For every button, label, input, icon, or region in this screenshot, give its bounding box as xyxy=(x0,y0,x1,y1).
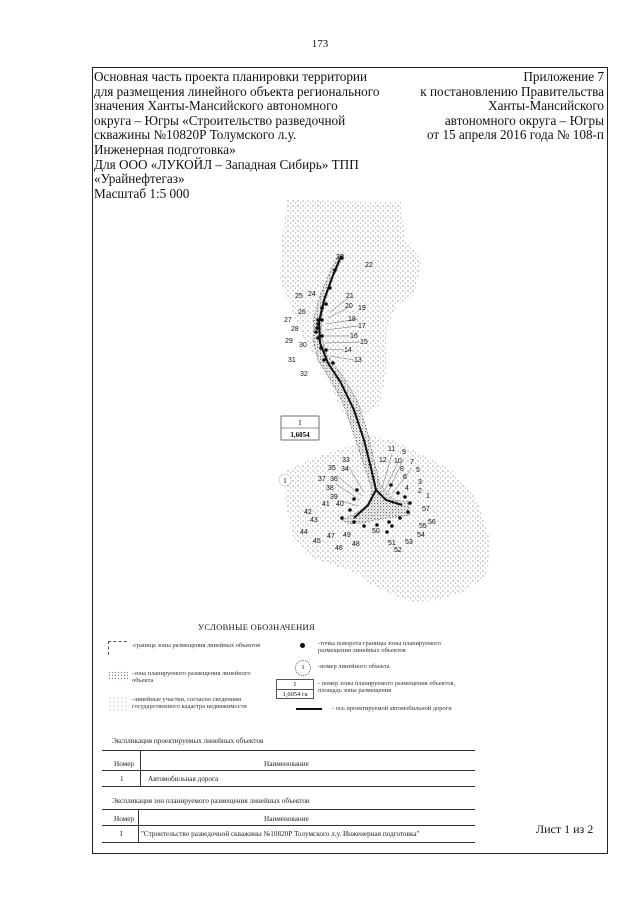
point-label-47: 47 xyxy=(327,533,335,540)
point-label-3: 3 xyxy=(418,479,422,486)
zone-id: I xyxy=(298,419,302,427)
site-plan-map xyxy=(92,200,608,620)
point-label-46: 46 xyxy=(335,545,343,552)
point-label-50: 50 xyxy=(372,528,380,535)
point-label-28: 28 xyxy=(291,326,299,333)
point-label-52: 52 xyxy=(394,547,402,554)
table1-header-rule xyxy=(102,770,475,771)
table2-header-rule xyxy=(102,825,475,826)
scale-line: Масштаб 1:5 000 xyxy=(94,185,190,201)
title-block-left xyxy=(94,70,399,201)
point-label-18: 18 xyxy=(348,316,356,323)
table2-row-number: I xyxy=(120,830,123,838)
title-line: Инженерная подготовка» xyxy=(94,141,236,157)
point-label-20: 20 xyxy=(345,303,353,310)
table1-top-rule xyxy=(102,750,475,751)
appendix-block-right xyxy=(396,70,604,143)
legend-zone-number-text: - номер зоны планируемого размещения объектов, площадь зоны размещения xyxy=(318,680,456,695)
legend-cadastre-text: -линейные участки, согласно сведениям государственного кадастра недвижимости xyxy=(132,696,247,711)
legend-cadastre-swatch xyxy=(108,696,128,712)
point-label-45: 45 xyxy=(313,538,321,545)
point-label-57: 57 xyxy=(422,506,430,513)
table2-column-divider xyxy=(138,809,139,842)
point-label-40: 40 xyxy=(336,501,344,508)
point-label-19: 19 xyxy=(358,305,366,312)
point-label-54: 54 xyxy=(417,532,425,539)
point-label-12: 12 xyxy=(379,457,387,464)
legend-zone-number-box xyxy=(276,679,314,699)
legend-boundary-text: -граница зоны размещения линейных объектов xyxy=(132,642,261,649)
table2-header-number: Номер xyxy=(114,815,134,823)
sheet-number: Лист 1 из 2 xyxy=(536,822,594,836)
point-label-27: 27 xyxy=(284,317,292,324)
point-label-30: 30 xyxy=(299,342,307,349)
point-label-34: 34 xyxy=(341,466,349,473)
point-label-21: 21 xyxy=(346,293,354,300)
point-label-5: 5 xyxy=(416,467,420,474)
point-label-17: 17 xyxy=(358,323,366,330)
zone-area: 1,6054 xyxy=(290,431,310,439)
point-label-22: 22 xyxy=(365,262,373,269)
point-label-53: 53 xyxy=(405,539,413,546)
point-label-11: 11 xyxy=(388,446,396,453)
legend-title: УСЛОВНЫЕ ОБОЗНАЧЕНИЯ xyxy=(198,622,315,632)
table1-header-name: Наименование xyxy=(264,760,309,768)
legend-axis-swatch xyxy=(296,708,322,710)
legend-turn-point-dot xyxy=(300,643,305,648)
point-label-41: 41 xyxy=(322,501,330,508)
table1-row-name: Автомобильная дорога xyxy=(148,775,219,783)
point-label-15: 15 xyxy=(360,339,368,346)
appendix-line: от 15 апреля 2016 года № 108-п xyxy=(426,127,604,143)
point-label-8: 8 xyxy=(400,466,404,473)
legend-turn-point-text: -точка поворота границы зоны планируемого размещения линейных объектов xyxy=(318,640,441,655)
point-label-39: 39 xyxy=(330,494,338,501)
point-label-4: 4 xyxy=(405,485,409,492)
legend-axis-text: - ось проектируемой автомобильной дороги xyxy=(332,705,452,712)
point-label-24: 24 xyxy=(308,291,316,298)
point-label-56: 56 xyxy=(428,519,436,526)
table1-row-number: 1 xyxy=(120,775,124,783)
point-label-7: 7 xyxy=(410,459,414,466)
table2-top-rule xyxy=(102,809,475,810)
appendix-line: к постановлению Правительства xyxy=(420,83,604,99)
table2-caption: Экспликация зон планируемого размещения линейных объектов xyxy=(112,797,310,805)
object-number-marker xyxy=(279,474,291,486)
point-label-35: 35 xyxy=(328,465,336,472)
point-label-26: 26 xyxy=(298,309,306,316)
legend-zone-text: -зона планируемого размещения линейного объекта xyxy=(132,670,251,685)
point-label-13: 13 xyxy=(354,357,362,364)
point-label-9: 9 xyxy=(402,449,406,456)
point-label-14: 14 xyxy=(344,347,352,354)
title-line: «Урайнефтегаз» xyxy=(94,171,185,187)
page-number: 173 xyxy=(311,38,329,50)
point-label-36: 36 xyxy=(330,476,338,483)
legend-zone-swatch xyxy=(108,671,128,681)
table1-header-number: Номер xyxy=(114,760,134,768)
point-label-6: 6 xyxy=(403,474,407,481)
legend-zone-number-top: I xyxy=(277,680,313,690)
point-label-44: 44 xyxy=(300,529,308,536)
point-label-38: 38 xyxy=(326,485,334,492)
title-line: округа – Югры «Строительство разведочной xyxy=(94,112,346,128)
title-line: Основная часть проекта планировки территории xyxy=(94,69,368,84)
title-line: Для ООО «ЛУКОЙЛ – Западная Сибирь» ТПП xyxy=(94,156,359,172)
point-label-49: 49 xyxy=(343,532,351,539)
point-label-31: 31 xyxy=(288,357,296,364)
title-line: для размещения линейного объекта регионального xyxy=(94,83,380,99)
object-number: 1 xyxy=(283,477,287,485)
legend-object-number-text: -номер линейного объекта xyxy=(318,663,390,670)
table2-header-name: Наименование xyxy=(264,815,309,823)
point-label-1: 1 xyxy=(426,493,430,500)
point-label-16: 16 xyxy=(350,333,358,340)
point-label-43: 43 xyxy=(310,517,318,524)
point-label-25: 25 xyxy=(295,293,303,300)
point-label-33: 33 xyxy=(342,457,350,464)
title-line: значения Ханты-Мансийского автономного xyxy=(94,98,338,114)
table2-bottom-rule xyxy=(102,842,475,843)
table1-column-divider xyxy=(140,750,141,786)
point-label-37: 37 xyxy=(318,476,326,483)
legend-object-number-sample: 1 xyxy=(295,660,311,676)
point-label-42: 42 xyxy=(304,509,312,516)
point-label-48: 48 xyxy=(352,541,360,548)
table1-bottom-rule xyxy=(102,786,475,787)
point-label-2: 2 xyxy=(418,488,422,495)
legend-boundary-swatch xyxy=(108,641,127,655)
appendix-line: Приложение 7 xyxy=(523,69,604,84)
point-label-10: 10 xyxy=(394,458,402,465)
legend-zone-number-bottom: 1,6054 га xyxy=(282,691,308,698)
appendix-line: Ханты-Мансийского xyxy=(488,98,604,114)
point-label-29: 29 xyxy=(285,338,293,345)
point-label-51: 51 xyxy=(388,540,396,547)
zone-label-box xyxy=(281,416,319,440)
table1-caption: Экспликация проектируемых линейных объектов xyxy=(112,737,264,745)
appendix-line: автономного округа – Югры xyxy=(444,112,604,128)
point-label-23: 23 xyxy=(336,254,344,261)
table2-row-name: "Строительство разведочной скважины №10820Р Толумского л.у. Инженерная подготовка" xyxy=(141,830,420,838)
point-label-32: 32 xyxy=(300,371,308,378)
point-label-55: 55 xyxy=(419,523,427,530)
title-line: скважины №10820Р Толумского л.у. xyxy=(94,127,297,143)
